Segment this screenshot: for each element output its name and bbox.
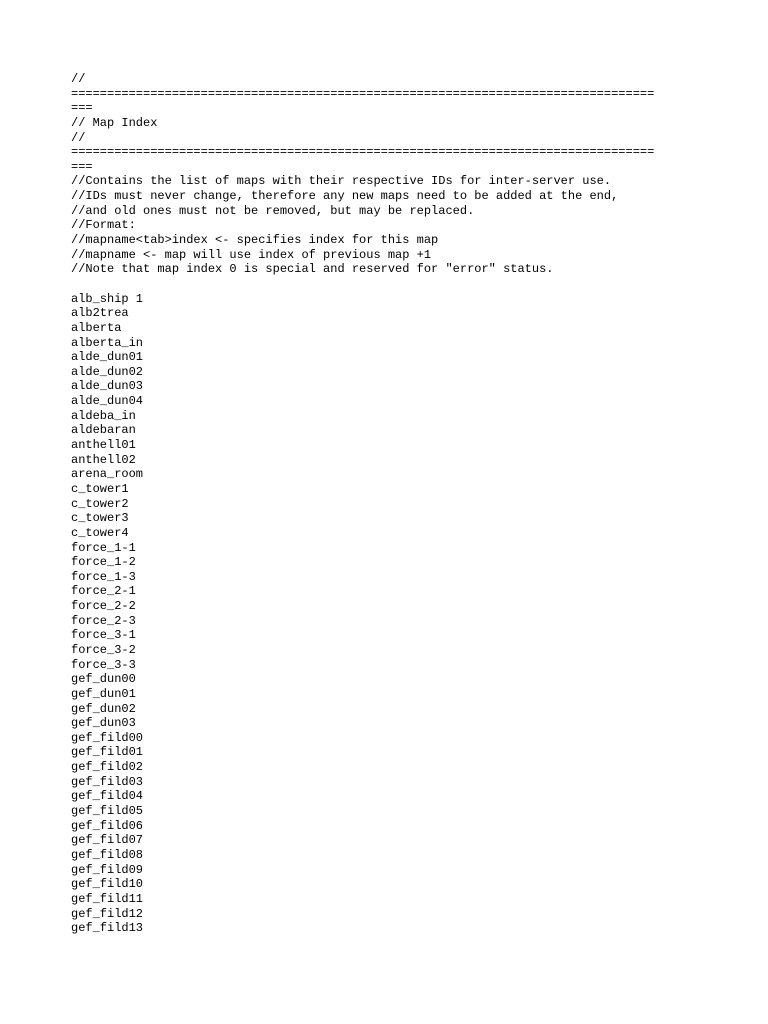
map-entry: force_3-1 — [71, 628, 136, 643]
map-entry: gef_fild00 — [71, 730, 144, 745]
separator-rule-tail: === — [71, 159, 93, 174]
map-entry: gef_fild02 — [71, 760, 144, 775]
header-block — [71, 72, 711, 174]
map-entry: c_tower3 — [71, 511, 129, 526]
map-entry: anthell02 — [71, 452, 136, 467]
map-entry: gef_fild12 — [71, 906, 144, 921]
map-entry: gef_fild04 — [71, 789, 144, 804]
map-entry: alb_ship 1 — [71, 291, 144, 306]
comment-marker: // — [71, 72, 86, 86]
document-page — [71, 72, 711, 936]
comment-marker: // — [71, 130, 86, 145]
separator-rule: ================================================================================= — [71, 86, 655, 101]
map-entry: alberta_in — [71, 335, 144, 350]
map-entry: aldebaran — [71, 423, 136, 438]
map-entry: force_3-3 — [71, 657, 136, 672]
document-title: // Map Index — [71, 115, 158, 130]
map-entry: gef_dun03 — [71, 716, 136, 731]
separator-rule-tail: === — [71, 101, 93, 116]
map-entry: c_tower1 — [71, 481, 129, 496]
map-entry: alb2trea — [71, 306, 129, 321]
map-entry: force_3-2 — [71, 642, 136, 657]
map-entry: gef_fild11 — [71, 891, 144, 906]
map-entry: alde_dun03 — [71, 379, 144, 394]
note-line: //mapname<tab>index <- specifies index for this map — [71, 233, 439, 248]
map-entry: c_tower2 — [71, 496, 129, 511]
map-entry: gef_dun00 — [71, 672, 136, 687]
map-entry: gef_dun02 — [71, 701, 136, 716]
map-entry: gef_fild13 — [71, 921, 144, 936]
map-entry: arena_room — [71, 467, 144, 482]
map-entry: force_1-1 — [71, 540, 136, 555]
note-line: //Format: — [71, 218, 136, 233]
map-entry: gef_fild06 — [71, 818, 144, 833]
map-entry: force_1-3 — [71, 569, 136, 584]
map-entry: aldeba_in — [71, 408, 136, 423]
map-entry: force_1-2 — [71, 555, 136, 570]
note-line: //IDs must never change, therefore any new maps need to be added at the end, — [71, 189, 619, 204]
map-entry: alde_dun01 — [71, 350, 144, 365]
map-entry: force_2-2 — [71, 599, 136, 614]
map-entry: gef_fild08 — [71, 847, 144, 862]
notes-block — [71, 174, 711, 276]
map-entry: alde_dun04 — [71, 394, 144, 409]
map-entry: gef_fild09 — [71, 862, 144, 877]
note-line: //and old ones must not be removed, but may be replaced. — [71, 203, 475, 218]
map-entry: gef_fild05 — [71, 804, 144, 819]
map-entry: gef_fild10 — [71, 877, 144, 892]
map-list — [71, 292, 711, 936]
map-entry: gef_fild01 — [71, 745, 144, 760]
map-entry: anthell01 — [71, 438, 136, 453]
map-entry: gef_dun01 — [71, 686, 136, 701]
map-entry: alberta — [71, 320, 122, 335]
blank-line — [71, 277, 711, 292]
map-entry: alde_dun02 — [71, 364, 144, 379]
separator-rule: ================================================================================= — [71, 145, 655, 160]
map-entry: gef_fild07 — [71, 833, 144, 848]
note-line: //Contains the list of maps with their respective IDs for inter-server use. — [71, 174, 612, 189]
map-entry: force_2-1 — [71, 584, 136, 599]
note-line: //mapname <- map will use index of previous map +1 — [71, 247, 432, 262]
map-entry: c_tower4 — [71, 525, 129, 540]
note-line: //Note that map index 0 is special and reserved for "error" status. — [71, 262, 554, 277]
map-entry: force_2-3 — [71, 613, 136, 628]
map-entry: gef_fild03 — [71, 774, 144, 789]
